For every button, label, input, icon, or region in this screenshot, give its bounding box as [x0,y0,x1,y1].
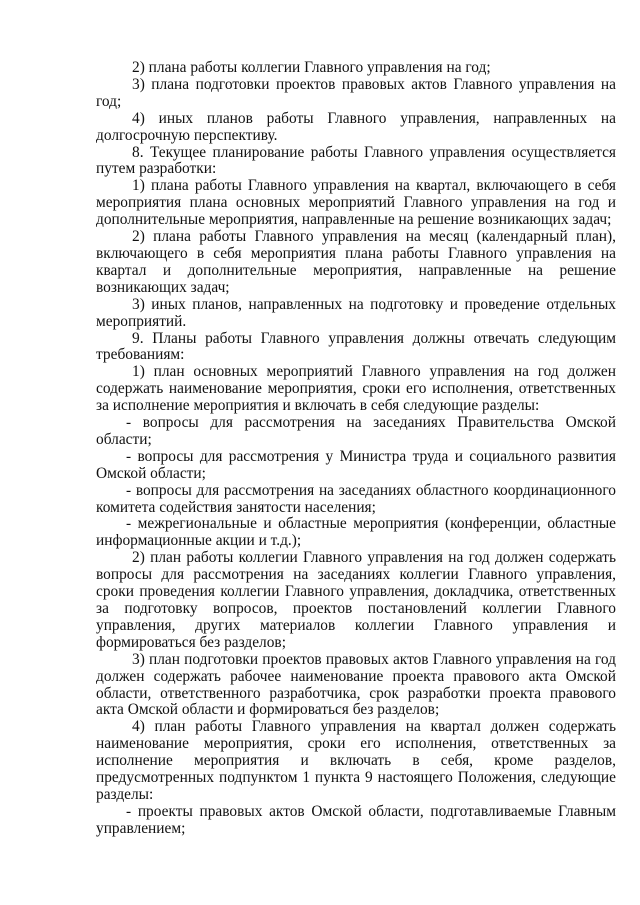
paragraph: 8. Текущее планирование работы Главного управления осуществляется путем разработки: [96,143,616,178]
paragraph: 9. Планы работы Главного управления должны отвечать следующим требованиям: [96,329,616,364]
paragraph: - межрегиональные и областные мероприятия (конференции, областные информационные акции и т.д.); [96,515,616,550]
paragraph: 2) плана работы Главного управления на месяц (календарный план), включающего в себя мероприятия плана работы Главного управления на квартал и дополнительные мероприятия, направленные на решение возникающих задач; [96,228,616,296]
paragraph: 3) план подготовки проектов правовых актов Главного управления на год должен содержать рабочее наименование проекта правового акта Омской области, ответственного разработчика, срок разработки проекта правового акта Омской области и формироваться без разделов; [96,650,616,719]
document-body [96,60,616,838]
paragraph: 2) план работы коллегии Главного управления на год должен содержать вопросы для рассмотрения на заседаниях коллегии Главного управления, сроки проведения коллегии Главного управления, докладчика, ответственных за подготовку вопросов, проектов постановлений коллегии Главного управления, других материалов коллегии Главного управления и формироваться без разделов; [96,549,616,651]
paragraph: 2) плана работы коллегии Главного управления на год; [132,59,491,76]
paragraph: 3) плана подготовки проектов правовых актов Главного управления на год; [96,75,616,110]
paragraph: - вопросы для рассмотрения на заседаниях областного координационного комитета содействия занятости населения; [96,481,616,516]
paragraph: 3) иных планов, направленных на подготовку и проведение отдельных мероприятий. [96,295,616,330]
paragraph: - вопросы для рассмотрения у Министра труда и социального развития Омской области; [96,447,616,482]
paragraph: - вопросы для рассмотрения на заседаниях Правительства Омской области; [96,414,616,448]
paragraph: 4) план работы Главного управления на квартал должен содержать наименование мероприятия, сроки его исполнения, ответственных за исполнение мероприятия и включать в себя, кроме разделов, предусмотренных подпунктом 1 пункта 9 настоящего Положения, следующие разделы: [96,718,616,803]
paragraph: 1) план основных мероприятий Главного управления на год должен содержать наименование мероприятия, сроки его исполнения, ответственных за исполнение мероприятия и включать в себя следующие разделы: [96,363,616,415]
paragraph: 1) плана работы Главного управления на квартал, включающего в себя мероприятия плана основных мероприятий Главного управления на год и дополнительные мероприятия, направленные на решение возникающих задач; [96,177,616,229]
paragraph: 4) иных планов работы Главного управления, направленных на долгосрочную перспективу. [96,109,616,144]
paragraph: - проекты правовых актов Омской области, подготавливаемые Главным управлением; [96,802,616,837]
